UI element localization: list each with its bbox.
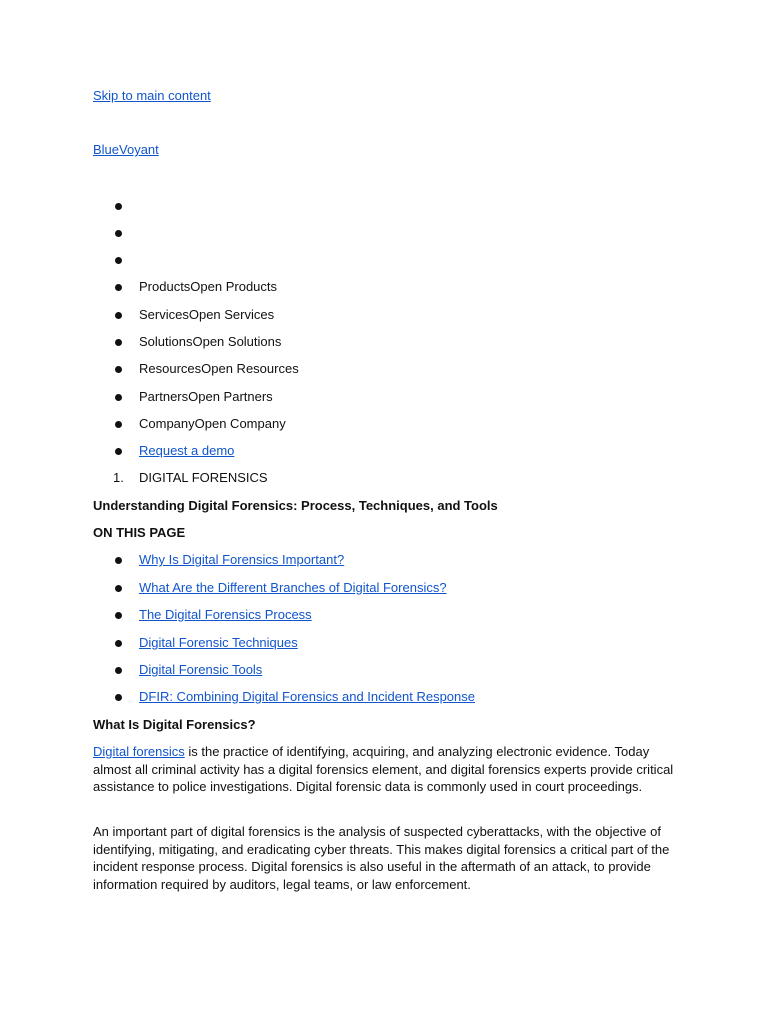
nav-item-partners[interactable]: PartnersOpen Partners [139,389,273,404]
nav-bullet-1 [115,203,122,210]
bluevoyant-home-link[interactable]: BlueVoyant [93,142,159,157]
toc-link-techniques[interactable]: Digital Forensic Techniques [139,635,298,650]
page-title: Understanding Digital Forensics: Process, Techniques, and Tools [93,498,498,513]
paragraph-2: An important part of digital forensics is the analysis of suspected cyberattacks, with the objective of identifying, mitigating, and eradicating cyber threats. This makes digital forensics a critical part of the incident response process. Digital forensics is also useful in the aftermath of an attack, to provide information required by auditors, legal teams, or law enforcement. [93,824,670,892]
nav-item-resources[interactable]: ResourcesOpen Resources [139,361,299,376]
nav-item-solutions[interactable]: SolutionsOpen Solutions [139,334,282,349]
toc-link-dfir[interactable]: DFIR: Combining Digital Forensics and Incident Response [139,689,475,704]
paragraph-1-text: is the practice of identifying, acquiring, and analyzing electronic evidence. Today almost all criminal activity has a digital forensics element, and digital forensics experts provide critical assistance to police investigations. Digital forensic data is commonly used in court proceedings. [93,744,674,794]
nav-bullet-2 [115,230,122,237]
nav-bullet-services [115,312,122,319]
paragraph-1 [93,743,675,796]
breadcrumb-number: 1. [113,470,124,485]
toc-bullet-5 [115,667,122,674]
toc-link-why-important[interactable]: Why Is Digital Forensics Important? [139,552,345,567]
toc-bullet-3 [115,612,122,619]
on-this-page-heading: ON THIS PAGE [93,525,186,540]
nav-bullet-solutions [115,339,122,346]
nav-item-company[interactable]: CompanyOpen Company [139,416,286,431]
digital-forensics-link[interactable]: Digital forensics [93,744,185,759]
toc-bullet-1 [115,557,122,564]
toc-bullet-4 [115,640,122,647]
nav-bullet-partners [115,394,122,401]
nav-bullet-3 [115,257,122,264]
toc-link-branches[interactable]: What Are the Different Branches of Digital Forensics? [139,580,447,595]
toc-link-tools[interactable]: Digital Forensic Tools [139,662,263,677]
nav-bullet-resources [115,366,122,373]
toc-bullet-2 [115,585,122,592]
skip-to-main-content-link[interactable]: Skip to main content [93,88,211,103]
toc-link-process[interactable]: The Digital Forensics Process [139,607,312,622]
breadcrumb-digital-forensics[interactable]: DIGITAL FORENSICS [139,470,268,485]
section-heading-what-is: What Is Digital Forensics? [93,717,256,732]
nav-bullet-company [115,421,122,428]
nav-bullet-demo [115,448,122,455]
nav-item-services[interactable]: ServicesOpen Services [139,307,275,322]
toc-bullet-6 [115,694,122,701]
request-demo-link[interactable]: Request a demo [139,443,235,458]
nav-item-products[interactable]: ProductsOpen Products [139,279,278,294]
nav-bullet-products [115,284,122,291]
